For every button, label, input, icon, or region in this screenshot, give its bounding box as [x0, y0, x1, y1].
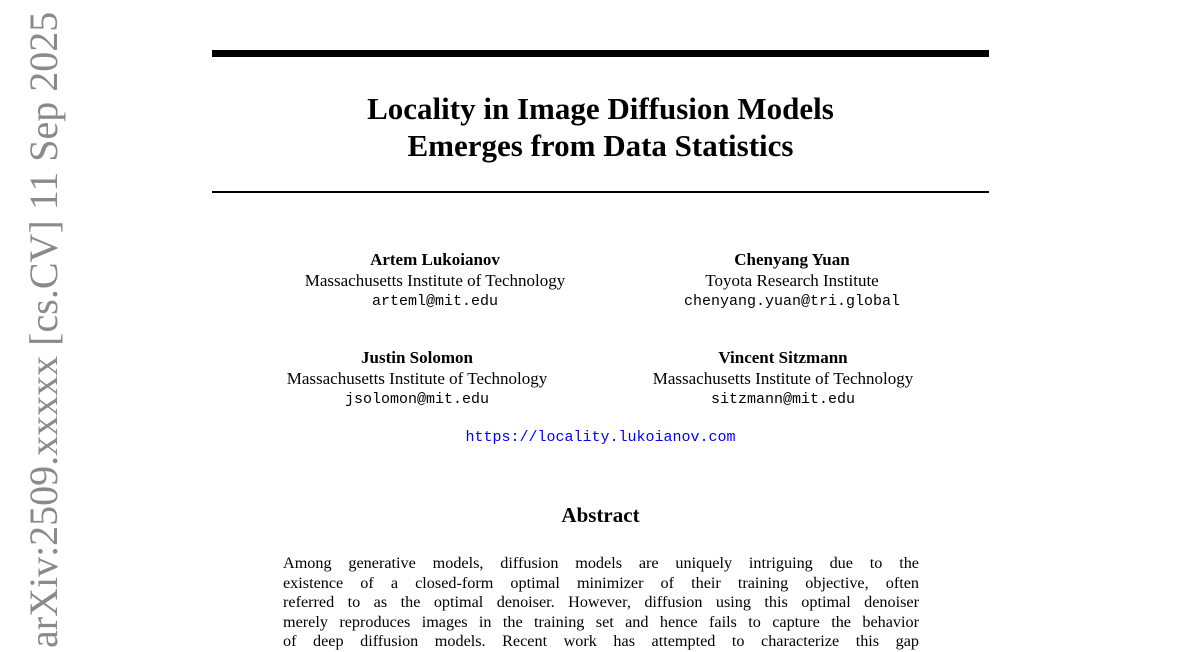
abstract-heading: Abstract [561, 503, 640, 527]
title-bottom-rule [212, 191, 989, 193]
author-email: arteml@mit.edu [371, 293, 499, 310]
arxiv-stamp: arXiv:2509.xxxxx [cs.CV] 11 Sep 2025 [21, 11, 66, 648]
author-affiliation: Massachusetts Institute of Technology [286, 369, 548, 388]
author-email: chenyang.yuan@tri.global [683, 293, 901, 310]
author-email: sitzmann@mit.edu [710, 391, 856, 408]
author-block [247, 347, 587, 410]
author-name: Artem Lukoianov [370, 250, 500, 269]
author-name: Vincent Sitzmann [718, 348, 848, 367]
author-name: Justin Solomon [361, 348, 473, 367]
author-affiliation: Massachusetts Institute of Technology [304, 271, 566, 290]
abstract-line: existence of a closed-form optimal minimizer of their training objective, often [283, 573, 919, 592]
abstract-line: referred to as the optimal denoiser. However, diffusion using this optimal denoiser [283, 593, 919, 611]
project-url-link[interactable]: https://locality.lukoianov.com [465, 429, 736, 446]
author-block [265, 249, 605, 312]
title-line-2: Emerges from Data Statistics [407, 128, 794, 163]
author-affiliation: Massachusetts Institute of Technology [652, 369, 914, 388]
paper-title [212, 90, 989, 164]
author-name: Chenyang Yuan [734, 250, 850, 269]
abstract-line: Among generative models, diffusion models are uniquely intriguing due to the [283, 554, 919, 572]
abstract-line: merely reproduces images in the training set and hence fails to capture the behavior [283, 612, 919, 631]
title-line-1: Locality in Image Diffusion Models [367, 91, 834, 126]
author-email: jsolomon@mit.edu [344, 391, 490, 408]
author-block [613, 347, 953, 410]
abstract-text [283, 554, 919, 652]
top-rule [212, 50, 989, 57]
author-block [622, 249, 962, 312]
author-affiliation: Toyota Research Institute [705, 271, 879, 290]
abstract-line: of deep diffusion models. Recent work has attempted to characterize this gap [283, 632, 919, 650]
